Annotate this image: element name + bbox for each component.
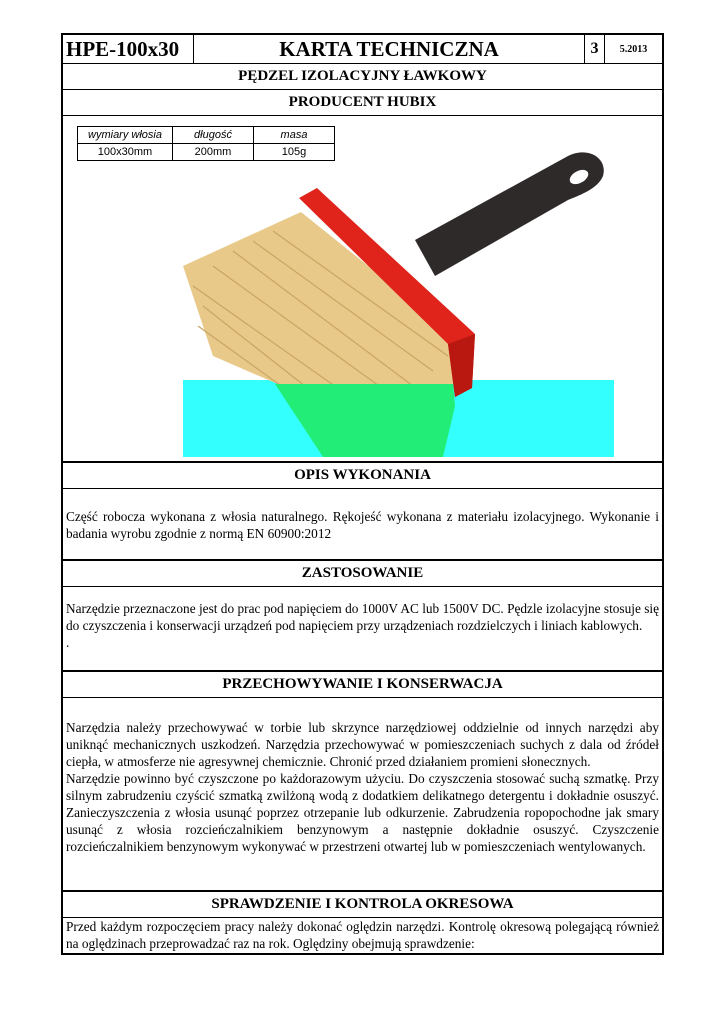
technical-sheet <box>61 33 664 955</box>
issue-date: 5.2013 <box>619 43 648 55</box>
section-title-przechowywanie: PRZECHOWYWANIE I KONSERWACJA <box>63 672 662 698</box>
product-photo-area <box>63 116 662 463</box>
section-body-opis <box>63 489 662 561</box>
header-row <box>63 35 662 64</box>
dimensions-header-cell: masa <box>254 127 335 144</box>
section-body-sprawdzenie <box>63 918 662 953</box>
paragraph: . <box>66 635 70 650</box>
paragraph: Narzędzie przeznaczone jest do prac pod napięciem do 1000V AC lub 1500V DC. Pędzle izolacyjne stosuje się do czyszczenia i konserwacji urządzeń pod napięciem przy urządzeniach rozdzielczych i liniach kablowych. <box>66 601 659 633</box>
producer: PRODUCENT HUBIX <box>63 90 662 116</box>
section-title-sprawdzenie: SPRAWDZENIE I KONTROLA OKRESOWA <box>63 892 662 918</box>
dimensions-value-cell: 105g <box>254 144 335 161</box>
section-body-przechowywanie <box>63 698 662 892</box>
paragraph: Część robocza wykonana z włosia naturalnego. Rękojeść wykonana z materiału izolacyjnego. Wykonanie i badania wyrobu zgodnie z normą EN 60900:2012 <box>66 509 659 541</box>
brush-handle <box>415 152 604 276</box>
section-body-zastosowanie <box>63 587 662 672</box>
section-title-zastosowanie: ZASTOSOWANIE <box>63 561 662 587</box>
brush-image <box>63 116 663 461</box>
section-title-opis: OPIS WYKONANIA <box>63 463 662 489</box>
sheet-number: 3 <box>585 35 605 63</box>
paragraph: Narzędzia należy przechowywać w torbie lub skrzynce narzędziowej oddzielnie od innych narzędzi aby uniknąć mechanicznych uszkodzeń. Narzędzia przechowywać w pomieszczeniach suchych z dala od źródeł ciepła, w atmosferze nie agresywnej chemicznie. Chronić przed działaniem promieni słonecznych. <box>66 720 659 769</box>
dimensions-header-cell: wymiary włosia <box>78 127 173 144</box>
dimensions-header-cell: długość <box>173 127 254 144</box>
document-title: KARTA TECHNICZNA <box>194 35 585 63</box>
dimensions-value-cell: 200mm <box>173 144 254 161</box>
paragraph: Narzędzie powinno być czyszczone po każdorazowym użyciu. Do czyszczenia stosować suchą szmatkę. Przy silnym zabrudzeniu czyścić szmatką zwilżoną wodą z dodatkiem delikatnego detergentu i dokładnie osuszyć. Zanieczyszczenia z włosia usunąć poprzez otrzepanie lub odkurzenie. Zabrudzenia ropopochodne jak smary usunąć z włosia rozcieńczalnikiem benzynowym a następnie dokładnie osuszyć. Czyszczenie rozcieńczalnikiem benzynowym wykonywać w przestrzeni otwartej lub w pomieszczeniach wentylowanych. <box>66 771 659 854</box>
product-code: HPE-100x30 <box>63 35 194 63</box>
product-name: PĘDZEL IZOLACYJNY ŁAWKOWY <box>63 64 662 90</box>
paragraph: Przed każdym rozpoczęciem pracy należy dokonać oględzin narzędzi. Kontrolę okresową polegającą również na oględzinach przeprowadzać raz na rok. Oględziny obejmują sprawdzenie: <box>66 919 659 951</box>
dimensions-value-cell: 100x30mm <box>78 144 173 161</box>
